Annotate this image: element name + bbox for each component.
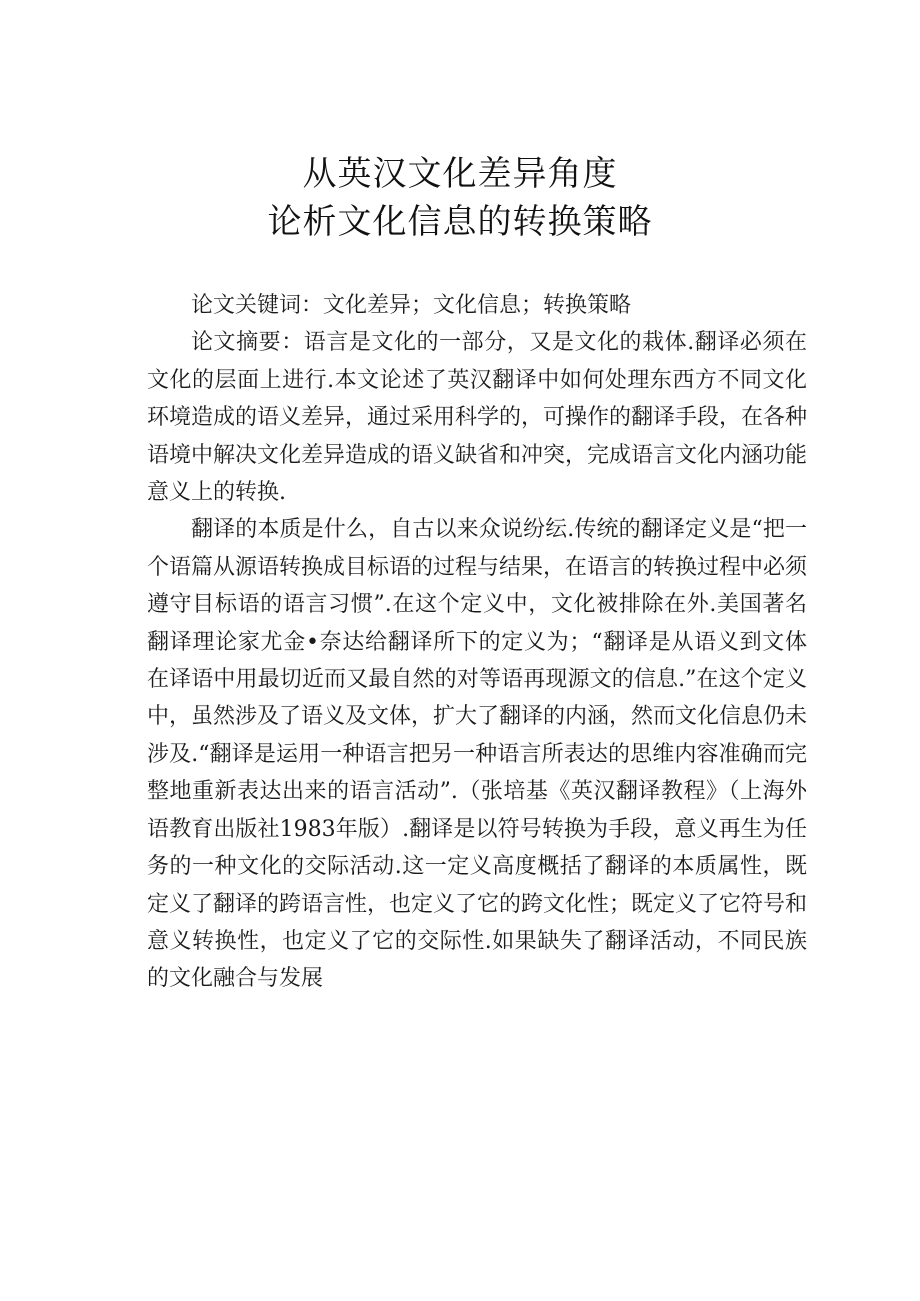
abstract-paragraph: 论文摘要：语言是文化的一部分，又是文化的栽体.翻译必须在文化的层面上进行.本文论述了英汉翻译中如何处理东西方不同文化环境造成的语义差异，通过采用科学的，可操作的翻译手段，在各种语境中解决文化差异造成的语义缺省和冲突，完成语言文化内涵功能意义上的转换. [147, 330, 808, 506]
title-line-1: 从英汉文化差异角度 [302, 154, 618, 194]
document-title [0, 150, 920, 246]
keywords-paragraph: 论文关键词：文化差异；文化信息；转换策略 [191, 293, 632, 318]
body-paragraph: 翻译的本质是什么，自古以来众说纷纭.传统的翻译定义是“把一个语篇从源语转换成目标语的过程与结果，在语言的转换过程中必须遵守目标语的语言习惯”.在这个定义中，文化被排除在外.美国著名翻译理论家尤金•奈达给翻译所下的定义为；“翻译是从语义到文体在译语中用最切近而又最自然的对等语再现源文的信息.”在这个定义中，虽然涉及了语义及文体，扩大了翻译的内涵，然而文化信息仍未涉及.“翻译是运用一种语言把另一种语言所表达的思维内容准确而完整地重新表达出来的语言活动”.（张培基《英汉翻译教程》（上海外语教育出版社1983年版）.翻译是以符号转换为手段，意义再生为任务的一种文化的交际活动.这一定义高度概括了翻译的本质属性，既定义了翻译的跨语言性，也定义了它的跨文化性；既定义了它符号和意义转换性，也定义了它的交际性.如果缺失了翻译活动，不同民族的文化融合与发展 [147, 517, 808, 992]
document-body [147, 287, 807, 998]
title-line-2: 论析文化信息的转换策略 [267, 202, 653, 242]
